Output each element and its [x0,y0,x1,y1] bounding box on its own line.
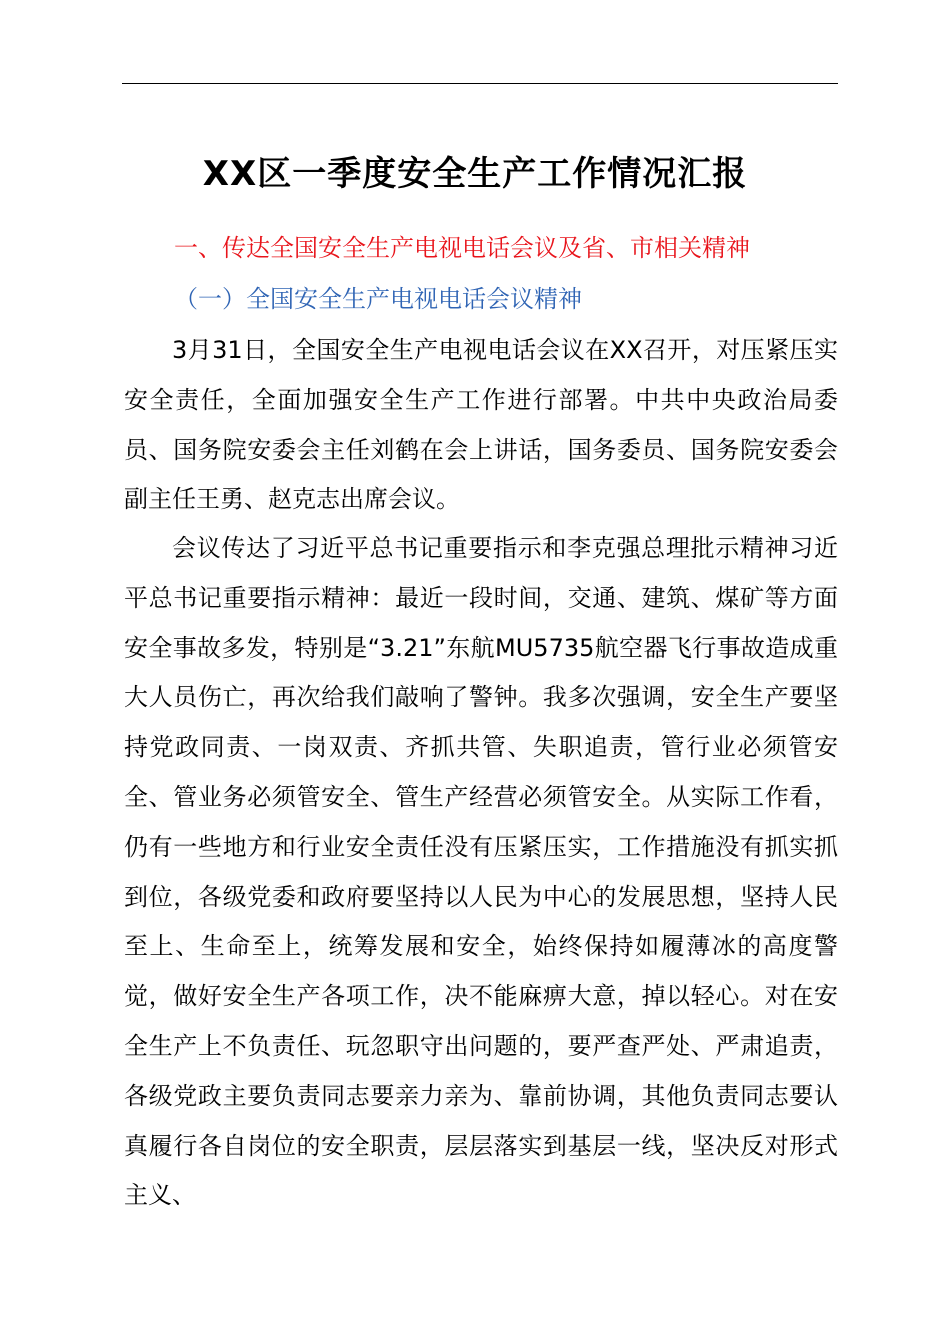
subsection-heading: （一）全国安全生产电视电话会议精神 [174,285,582,313]
header-rule [122,83,838,84]
section-heading: 一、传达全国安全生产电视电话会议及省、市相关精神 [174,234,750,262]
document-title: XX区一季度安全生产工作情况汇报 [202,154,748,194]
body-paragraph-1: 3月31日，全国安全生产电视电话会议在XX召开，对压紧压实安全责任，全面加强安全生产工作进行部署。中共中央政治局委员、国务院安委会主任刘鹤在会上讲话，国务委员、国务院安委会副主任王勇、赵克志出席会议。 [124,336,838,514]
body-paragraph-2: 会议传达了习近平总书记重要指示和李克强总理批示精神习近平总书记重要指示精神：最近一段时间，交通、建筑、煤矿等方面安全事故多发，特别是“3.21”东航MU5735航空器飞行事故造成重大人员伤亡，再次给我们敲响了警钟。我多次强调，安全生产要坚持党政同责、一岗双责、齐抓共管、失职追责，管行业必须管安全、管业务必须管安全、管生产经营必须管安全。从实际工作看，仍有一些地方和行业安全责任没有压紧压实，工作措施没有抓实抓到位，各级党委和政府要坚持以人民为中心的发展思想，坚持人民至上、生命至上，统筹发展和安全，始终保持如履薄冰的高度警觉，做好安全生产各项工作，决不能麻痹大意，掉以轻心。对在安全生产上不负责任、玩忽职守出问题的，要严查严处、严肃追责，各级党政主要负责同志要亲力亲为、靠前协调，其他负责同志要认真履行各自岗位的安全职责，层层落实到基层一线，坚决反对形式主义、 [124,534,838,1210]
